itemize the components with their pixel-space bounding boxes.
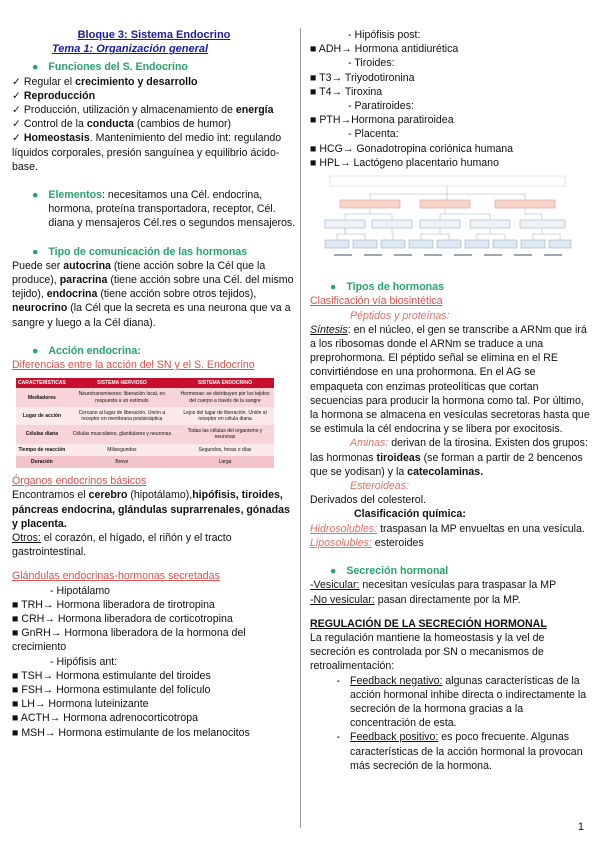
- table-row: [16, 444, 274, 456]
- square-bullet-icon: ■: [310, 71, 320, 84]
- hipofisis-post-list: [310, 42, 590, 56]
- bold-text: paracrina: [59, 274, 108, 287]
- item-text: CRH→ Hormona liberadora de corticotropina: [21, 612, 233, 625]
- dash-icon: -: [336, 674, 340, 687]
- item-text: GnRH→ Hormona liberadora de la hormona del crecimiento: [12, 627, 246, 654]
- feedback-negative-label: Feedback negativo:: [350, 674, 443, 687]
- hipofisis-post-label: - Hipófisis post:: [348, 29, 421, 41]
- lipo-text: esteroides: [371, 536, 424, 549]
- tipos-heading: ● Tipos de hormonas: [330, 281, 444, 294]
- secrecion-heading: ● Secreción hormonal: [330, 565, 449, 578]
- novesicular-text: pasan directamente por la MP.: [374, 593, 521, 606]
- check-icon: ✓: [12, 89, 24, 102]
- feedback-positive-text: es poco frecuente. Algunas características de la acción hormonal la provocan más secreción de la hormona.: [350, 731, 583, 772]
- tiroides-label: - Tiroides:: [348, 57, 395, 70]
- bold-text: tiroideas: [376, 451, 421, 464]
- table-cell: Lejos del lugar de liberación. Unión al receptor en célula diana: [176, 407, 274, 425]
- paratiroides-label: - Paratiroides:: [348, 100, 414, 113]
- organos-heading: Órganos endocrinos básicos: [12, 475, 147, 488]
- elementos-label: Elementos: [48, 189, 102, 202]
- vesicular-text: necesitan vesículas para traspasar la MP: [359, 579, 557, 592]
- table-cell: Segundos, horas o días: [176, 444, 274, 456]
- hidro-label: Hidrosolubles:: [310, 522, 378, 535]
- square-bullet-icon: ■: [310, 156, 320, 169]
- left-column: [12, 28, 296, 740]
- functions-list: [12, 75, 296, 174]
- diferencias-heading: Diferencias entre la acción del SN y el S. Endocrino: [12, 359, 255, 372]
- elementos-paragraph: [32, 188, 296, 231]
- list-item: [12, 131, 296, 174]
- novesicular-label: -No vesicular:: [310, 593, 375, 606]
- bold-text: autocrina: [63, 259, 111, 272]
- item-bold: conducta: [86, 118, 134, 131]
- right-column: [310, 28, 590, 773]
- clasif-bio-heading: Clasificación vía biosintética: [310, 295, 443, 308]
- page-number: 1: [577, 820, 584, 833]
- item-text: ADH→ Hormona antidiurética: [318, 43, 459, 56]
- item-text: Regular el: [23, 75, 76, 88]
- item-text: T4→ Tiroxina: [319, 85, 383, 98]
- square-bullet-icon: ■: [12, 612, 22, 625]
- plain-text: derivan de la tirosina. Existen dos grupos: las hormonas: [310, 437, 588, 464]
- item-text: TSH→ Hormona estimulante del tiroides: [21, 669, 211, 682]
- vesicular-paragraph: [310, 578, 590, 592]
- item-text: . Mantenimiento del medio int: regulando líquidos corporales, presión sanguínea y equilibrio ácido-base.: [12, 132, 282, 173]
- plain-text: (se forman a partir de 2 bencenos que se yodisan) y la: [310, 451, 583, 478]
- item-text: HCG→ Gonadotropina coriónica humana: [319, 142, 514, 155]
- lipo-paragraph: [310, 536, 590, 550]
- list-item: [12, 626, 296, 654]
- check-icon: ✓: [12, 132, 24, 145]
- regulacion-text: La regulación mantiene la homeostasis y la vel de secreción es controlada por SN o mecanismos de retroalimentación:: [310, 631, 545, 673]
- bullet-dot-icon: ●: [32, 61, 39, 74]
- item-bold: crecimiento y desarrollo: [75, 75, 198, 88]
- feedback-negative-item: [310, 674, 590, 731]
- item-text: (cambios de humor): [133, 118, 232, 131]
- list-item: [310, 42, 590, 56]
- dash-icon: -: [336, 731, 340, 744]
- accion-heading: ● Acción endocrina:: [32, 344, 141, 357]
- bold-text: neurocrino: [12, 302, 68, 315]
- list-item: [12, 598, 296, 612]
- table-cell: Lugar de acción: [16, 407, 68, 425]
- table-cell: Hormonas: se distribuyen por los tejidos del cuerpo a través de la sangre: [176, 388, 274, 406]
- elementos-text: : necesitamos una Cél. endocrina, hormona, proteína transportadora, receptor, Cél. diana y mensajeros Cél.res o segundos mensajeros.: [48, 189, 296, 230]
- tiroides-list: [310, 71, 590, 99]
- list-item: [12, 726, 296, 740]
- hipotalamo-label: - Hipotálamo: [50, 584, 111, 597]
- square-bullet-icon: ■: [310, 43, 319, 56]
- bold-text: cerebro: [88, 489, 128, 502]
- item-text: LH→ Hormona luteinizante: [21, 698, 149, 711]
- aminas-label: Aminas:: [350, 437, 389, 450]
- item-text: HPL→ Lactógeno placentario humano: [319, 156, 499, 169]
- lipo-label: Liposolubles:: [310, 536, 372, 549]
- item-text: MSH→ Hormona estimulante de los melanocitos: [21, 726, 250, 739]
- sintesis-text: : en el núcleo, el gen se transcribe a ARNm que irá a los ribosomas donde el ARNm se traduce a una preprohormona. El péptido señal se elimina en el RE convirtiéndose en una prohormona. En el AG se empaqueta con enzimas proteolíticas que cortan secuencias para producir la hormona como tal. Por último, la hormona se almacena en vesículas secretoras hasta que se estimula la cél endocrina y se libera por exocitosis.: [310, 323, 590, 436]
- hidro-text: traspasan la MP envueltas en una vesícula.: [377, 522, 585, 535]
- item-text: TRH→ Hormona liberadora de tirotropina: [21, 598, 215, 611]
- topic-title: Tema 1: Organización general: [52, 43, 209, 56]
- table-cell: Todas las células del organismo y neuronas: [176, 425, 274, 443]
- bullet-dot-icon: ●: [330, 281, 337, 294]
- item-bold: energía: [235, 104, 274, 117]
- list-item: [12, 103, 296, 117]
- table-cell: Tiempo de reacción: [16, 444, 68, 456]
- list-item: [310, 156, 590, 170]
- square-bullet-icon: ■: [12, 627, 22, 640]
- table-header-cell: CARACTERÍSTICAS: [16, 378, 68, 388]
- block-title: Bloque 3: Sistema Endocrino: [77, 29, 231, 41]
- bullet-dot-icon: ●: [32, 245, 39, 258]
- sintesis-label: Síntesis: [310, 323, 348, 336]
- hidro-paragraph: [310, 522, 590, 536]
- item-text: T3→ Triyodotironina: [319, 71, 415, 84]
- table-cell: Células diana: [16, 425, 68, 443]
- column-divider: [300, 28, 301, 828]
- hormone-classification-diagram: [320, 174, 575, 266]
- list-item: [12, 89, 296, 103]
- comparison-table: [16, 378, 274, 468]
- plain-text: (hipotálamo),: [127, 489, 193, 502]
- check-icon: ✓: [12, 118, 24, 131]
- table-row: [16, 425, 274, 443]
- table-header-row: [16, 378, 274, 388]
- feedback-positive-label: Feedback positivo:: [350, 731, 439, 744]
- table-row: [16, 407, 274, 425]
- table-cell: Larga: [176, 456, 274, 468]
- organos-paragraph: [12, 488, 296, 531]
- esteroideas-heading: Esteroideas:: [350, 480, 409, 493]
- list-item: [12, 669, 296, 683]
- otros-text: el corazón, el hígado, el riñón y el tracto gastrointestinal.: [12, 531, 232, 559]
- check-icon: ✓: [12, 75, 24, 88]
- esteroideas-text: Derivados del colesterol.: [310, 494, 426, 507]
- item-bold: Reproducción: [23, 89, 96, 102]
- table-cell: Células musculares, glandulares y neuronas: [68, 425, 176, 443]
- bold-text: catecolaminas.: [407, 465, 484, 478]
- item-bold: Homeostasis: [23, 132, 90, 145]
- square-bullet-icon: ■: [310, 114, 320, 127]
- square-bullet-icon: ■: [12, 726, 22, 739]
- item-text: PTH→Hormona paratiroidea: [319, 114, 454, 127]
- plain-text: (tiene acción sobre la Cél que la produce),: [12, 259, 266, 287]
- item-text: ACTH→ Hormona adrenocorticotropa: [20, 712, 198, 725]
- list-item: [310, 85, 590, 99]
- list-item: [12, 117, 296, 131]
- item-text: Control de la: [23, 118, 87, 131]
- hipotalamo-list: [12, 598, 296, 655]
- table-cell: Mediadores: [16, 388, 68, 406]
- plain-text: Puede ser: [12, 259, 64, 272]
- regulacion-heading: REGULACIÓN DE LA SECRECIÓN HORMONAL: [310, 617, 547, 630]
- glandulas-heading: Glándulas endocrinas-hormonas secretadas: [12, 570, 220, 583]
- sintesis-paragraph: [310, 323, 590, 437]
- table-cell: Cercano al lugar de liberación. Unión a receptor en membrana postsináptica: [68, 407, 176, 425]
- item-text: FSH→ Hormona estimulante del folículo: [21, 683, 211, 696]
- feedback-negative-text: algunas características de la acción hormonal inhibe directa o indirectamente la secreción de la hormona gracias a la concentración de esta.: [350, 674, 587, 730]
- bold-text: endocrina: [46, 288, 98, 301]
- table-cell: Milisegundos: [68, 444, 176, 456]
- feedback-positive-item: [310, 730, 590, 773]
- aminas-paragraph: [310, 436, 590, 479]
- plain-text: (la Cél que la secreta es una neurona que va a sangre y luego a la Cél diana).: [12, 302, 291, 329]
- table-header-cell: SISTEMA ENDOCRINO: [176, 378, 274, 388]
- table-row: [16, 456, 274, 468]
- square-bullet-icon: ■: [12, 712, 21, 725]
- otros-label: Otros:: [12, 531, 41, 544]
- bullet-dot-icon: ●: [330, 565, 337, 578]
- list-item: [12, 612, 296, 626]
- list-item: [310, 71, 590, 85]
- paratiroides-list: [310, 113, 590, 127]
- tipo-heading: ● Tipo de comunicación de las hormonas: [32, 245, 248, 258]
- square-bullet-icon: ■: [12, 698, 22, 711]
- functions-heading: ● Funciones del S. Endocrino: [32, 61, 188, 74]
- square-bullet-icon: ■: [12, 683, 22, 696]
- square-bullet-icon: ■: [12, 669, 22, 682]
- bold-text: hipófisis, tiroides, páncreas endocrina, glándulas suprarrenales, gónadas y placenta.: [12, 489, 290, 530]
- tipo-paragraph: [12, 259, 296, 330]
- check-icon: ✓: [12, 104, 24, 117]
- plain-text: Encontramos el: [12, 489, 89, 502]
- table-cell: Duración: [16, 456, 68, 468]
- table-cell: Breve: [68, 456, 176, 468]
- hipofisis-ant-label: - Hipófisis ant:: [50, 655, 118, 668]
- table-row: [16, 388, 274, 406]
- table-header-cell: SISTEMA NERVIOSO: [68, 378, 176, 388]
- hipofisis-ant-list: [12, 669, 296, 740]
- square-bullet-icon: ■: [12, 598, 22, 611]
- list-item: [310, 142, 590, 156]
- square-bullet-icon: ■: [310, 85, 320, 98]
- plain-text: (tiene acción sobre una Cél. del mismo tejido),: [12, 274, 294, 301]
- table-cell: Neurotransmisores: liberación local, en respuesta a un estímulo: [68, 388, 176, 406]
- placenta-list: [310, 142, 590, 170]
- bullet-dot-icon: ●: [32, 344, 39, 357]
- list-item: [12, 683, 296, 697]
- plain-text: (tiene acción sobre otros tejidos),: [97, 288, 257, 301]
- vesicular-label: -Vesicular:: [310, 579, 360, 592]
- item-text: Producción, utilización y almacenamiento de: [23, 104, 236, 117]
- list-item: [12, 711, 296, 725]
- list-item: [310, 113, 590, 127]
- novesicular-paragraph: [310, 593, 590, 607]
- placenta-label: - Placenta:: [348, 128, 399, 141]
- clasif-quimica-heading: Clasificación química:: [354, 508, 466, 521]
- square-bullet-icon: ■: [310, 142, 320, 155]
- list-item: [12, 75, 296, 89]
- otros-paragraph: [12, 531, 296, 559]
- list-item: [12, 697, 296, 711]
- bullet-dot-icon: ●: [32, 189, 39, 202]
- peptidos-heading: Péptidos y proteínas:: [350, 309, 450, 322]
